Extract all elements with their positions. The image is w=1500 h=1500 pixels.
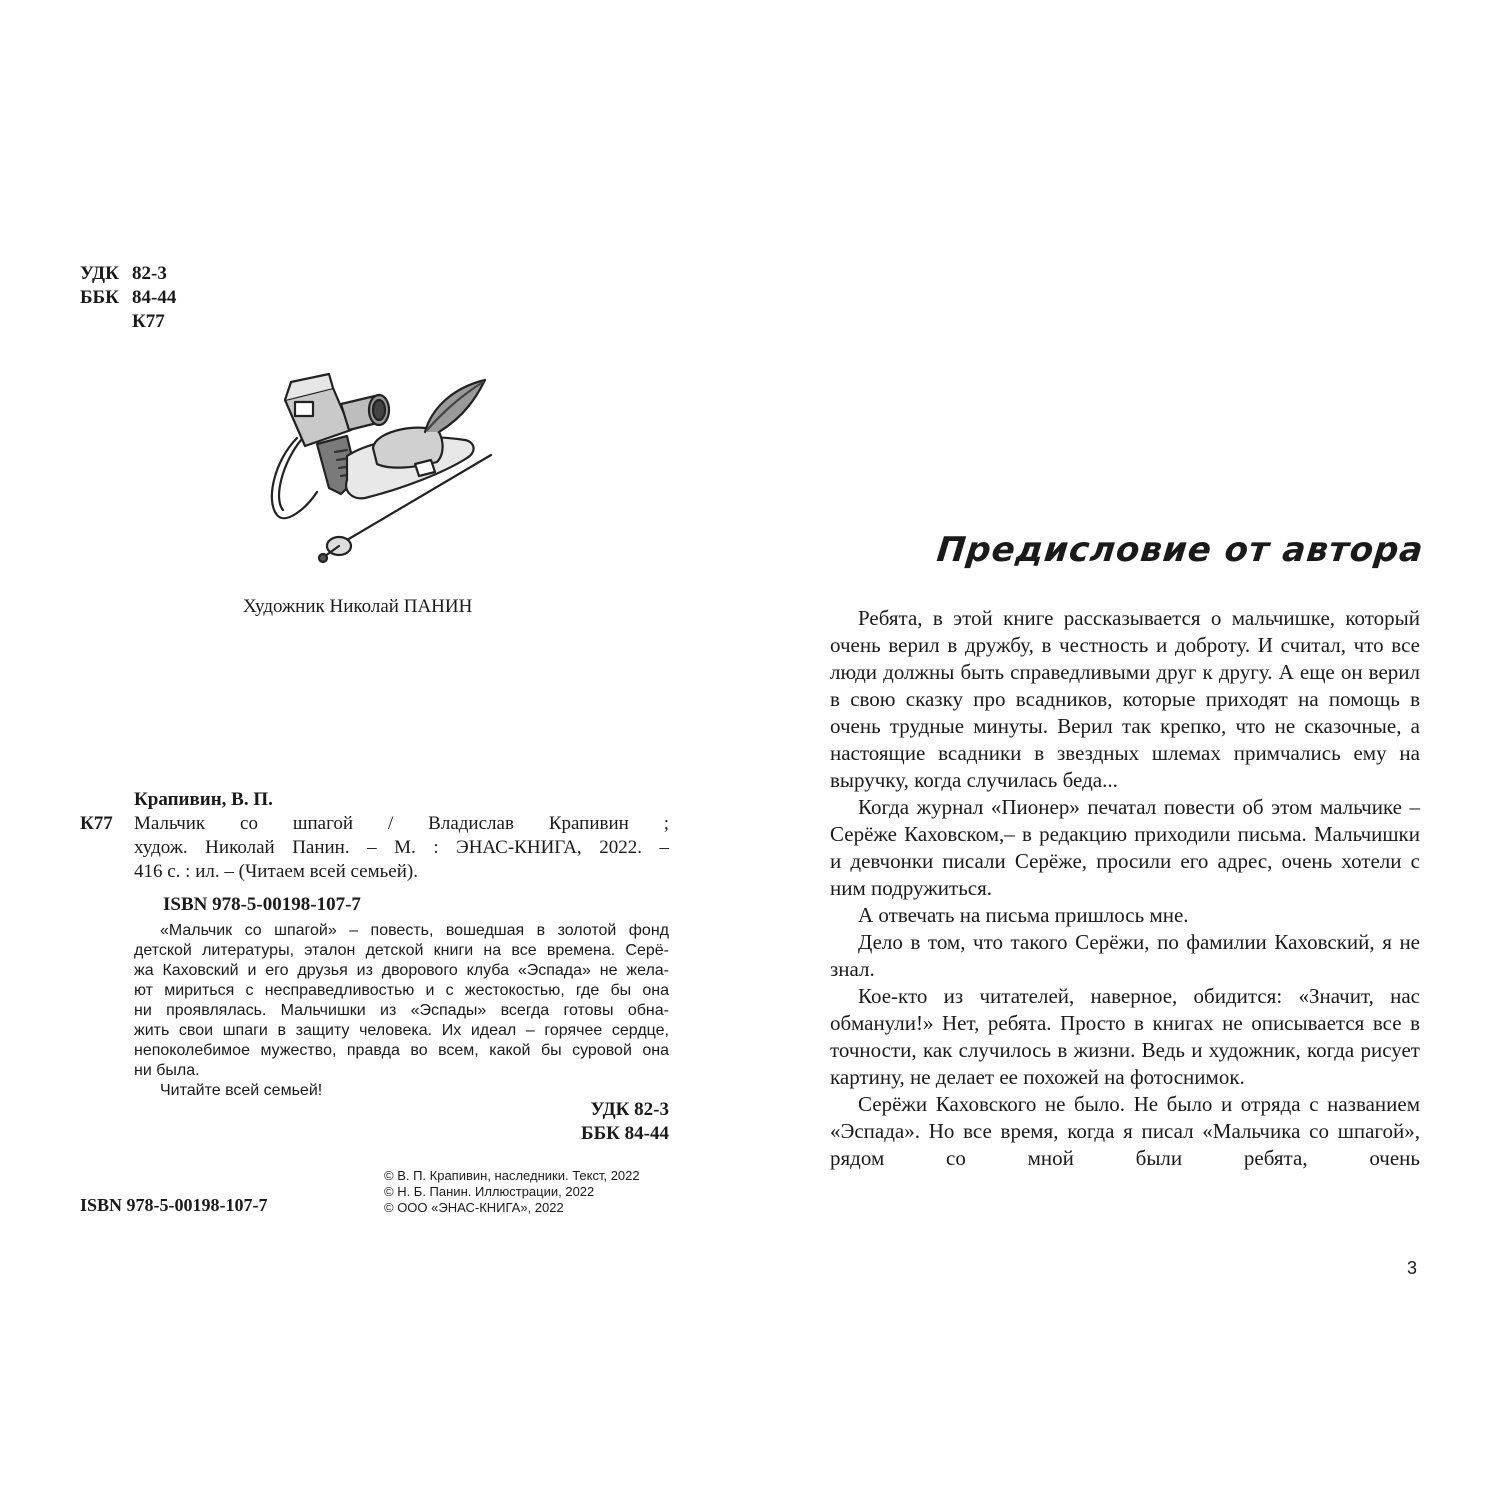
page-title: Предисловие от автора [934, 530, 1426, 570]
page-number: 3 [1407, 1258, 1418, 1278]
call-to-read: Читайте всей семьей! [160, 1082, 323, 1099]
bbk-label: ББК [80, 287, 119, 308]
bottom-isbn: ISBN 978-5-00198-107-7 [80, 1195, 268, 1215]
catalog-author: Крапивин, В. П. [134, 789, 273, 810]
catalog-index-block [581, 1098, 669, 1146]
preface-paragraph: Кое-кто из читателей, наверное, обидится: «Значит, нас обманули!» Нет, ребята. Просто в книгах не описывается все в точности, как случилось в жизни. Ведь и художник, когда рисует картину, не делает ее похожей на фотоснимок. [830, 984, 1420, 1089]
copyright-line: © Н. Б. Панин. Иллюстрации, 2022 [384, 1184, 595, 1199]
annotation-line: жа Каховский и его друзья из дворового клуба «Эспада» не жела- [134, 962, 669, 979]
preface-paragraph: А отвечать на письма пришлось мне. [858, 903, 1189, 927]
catalog-description [134, 812, 669, 884]
bbk-value: 84-44 [132, 287, 177, 308]
preface-paragraph: Серёжи Каховского не было. Не было и отряда с названием «Эспада». Но все время, когда я писал «Мальчика со шпагой», рядом со мной были ребята, очень [830, 1092, 1420, 1170]
preface-paragraph: Дело в том, что такого Серёжи, по фамилии Каховский, я не знал. [830, 930, 1420, 981]
annotation-line: детской литературы, эталон детской книги на все времена. Серё- [134, 942, 669, 959]
annotation-line: жить свои шпаги в защиту человека. Их идеал – горячее сердце, [134, 1022, 669, 1039]
udk-value: 82-3 [132, 263, 167, 284]
annotation-line: «Мальчик со шпагой» – повесть, вошедшая в золотой фонд [160, 922, 669, 939]
udk-label: УДК [80, 263, 119, 284]
preface-text [830, 605, 1420, 1172]
copyright-line: © В. П. Крапивин, наследники. Текст, 2022 [384, 1168, 640, 1183]
udk-row [80, 262, 176, 286]
catalog-bbk: ББК 84-44 [581, 1123, 669, 1144]
catalog-description-line: худож. Николай Панин. – М. : ЭНАС-КНИГА, 2022. – [134, 837, 669, 858]
camera-hat-sword-illustration [255, 360, 505, 570]
artist-credit: Художник Николай ПАНИН [243, 596, 473, 617]
annotation-line: непоколебимое мужество, правда во всем, какой бы суровой она [134, 1042, 669, 1059]
author-mark: К77 [132, 311, 165, 332]
annotation-line: ни была. [134, 1062, 200, 1079]
annotation-line: ни проявлялась. Мальчишки из «Эспады» всегда готовы обна- [134, 1002, 669, 1019]
copyright-line: © ООО «ЭНАС-КНИГА», 2022 [384, 1200, 564, 1215]
catalog-description-line: 416 с. : ил. – (Читаем всей семьей). [134, 861, 418, 882]
preface-paragraph: Ребята, в этой книге рассказывается о мальчишке, который очень верил в дружбу, в честность и доброту. И считал, что все люди должны быть справедливыми друг к другу. А еще он верил в свою сказку про всадников, которые приходят на помощь в очень трудные минуты. Верил так крепко, что не сказочные, а настоящие всадники в звездных шлемах примчались ему на выручку, когда случилась беда... [830, 606, 1420, 792]
annotation-line: ют мириться с несправедливостью и с жестокостью, где бы она [134, 982, 669, 999]
catalog-annotation [134, 921, 669, 1101]
catalog-mark: К77 [80, 813, 113, 834]
author-mark-row [80, 310, 176, 334]
copyright-block [384, 1168, 640, 1216]
bbk-row [80, 286, 176, 310]
catalog-isbn: ISBN 978-5-00198-107-7 [163, 894, 361, 915]
preface-paragraph: Когда журнал «Пионер» печатал повести об этом мальчике – Серёже Каховском,– в редакцию приходили письма. Мальчишки и девчонки писали Серёже, просили его адрес, очень хотели с ним подружиться. [830, 795, 1420, 900]
catalog-description-line: Мальчик со шпагой / Владислав Крапивин ; [134, 813, 669, 834]
catalog-udk: УДК 82-3 [590, 1099, 669, 1120]
classification-block [80, 262, 176, 334]
